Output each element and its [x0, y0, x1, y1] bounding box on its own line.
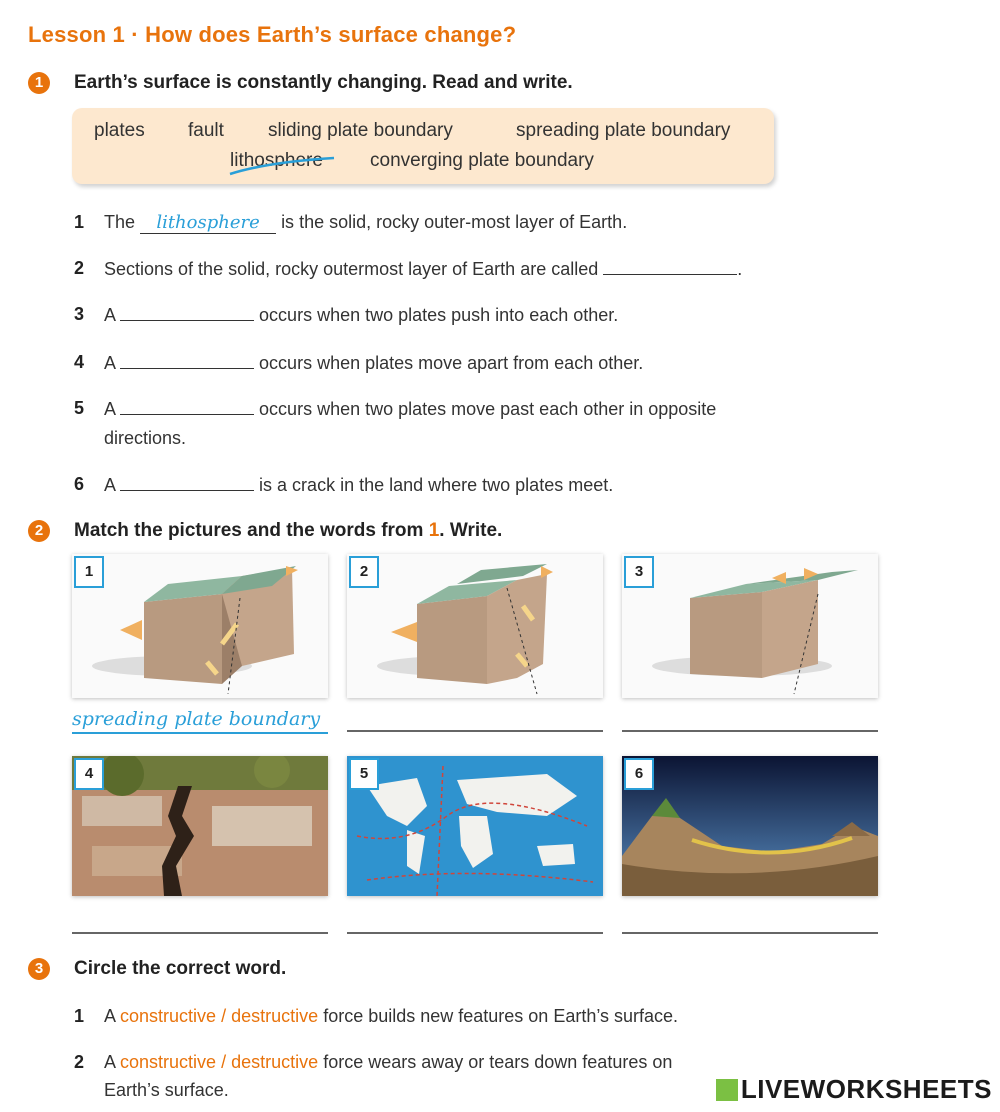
section-1-number: 1: [28, 72, 50, 94]
instruction-ref: 1: [428, 520, 440, 541]
section-2-instruction: [74, 520, 502, 542]
question-text: A: [104, 399, 116, 419]
question-6: [104, 474, 613, 496]
picture-1: [72, 554, 328, 698]
word-bank-item: converging plate boundary: [370, 150, 594, 171]
question-text: A: [104, 305, 116, 325]
answer-line: [72, 732, 328, 734]
answer-input[interactable]: [120, 352, 254, 369]
section-3-instruction: Circle the correct word.: [74, 958, 287, 979]
circle-item-1: [104, 1006, 678, 1027]
picture-3-answer-line[interactable]: [622, 730, 878, 732]
question-5: [104, 398, 716, 420]
liveworksheets-logo: [716, 1074, 992, 1105]
plate-map: [347, 756, 603, 896]
picture-number: 4: [74, 758, 104, 790]
question-number: 4: [74, 352, 85, 372]
question-number: 6: [74, 474, 85, 494]
word-bank: [72, 108, 774, 184]
question-number: 3: [74, 304, 85, 324]
question-text: occurs when plates move apart from each other.: [259, 353, 644, 373]
option-destructive[interactable]: destructive: [231, 1006, 319, 1026]
question-text: force wears away or tears down features on: [323, 1052, 673, 1072]
sliding-boundary-diagram: [347, 554, 603, 698]
question-number: 1: [74, 1006, 85, 1026]
question-1: [104, 212, 627, 234]
word-bank-item: fault: [188, 120, 224, 141]
picture-number: 5: [349, 758, 379, 790]
option-destructive[interactable]: destructive: [231, 1052, 319, 1072]
question-text: A: [104, 475, 116, 495]
picture-2: [347, 554, 603, 698]
instruction-text: Match the pictures and the words from: [74, 520, 424, 541]
answer-input[interactable]: [120, 398, 254, 415]
picture-5-answer-line[interactable]: [347, 932, 603, 934]
question-text: is the solid, rocky outer-most layer of Earth.: [281, 212, 628, 232]
question-text: force builds new features on Earth’s surface.: [323, 1006, 679, 1026]
question-text: .: [737, 259, 743, 279]
picture-4: [72, 756, 328, 896]
question-text: A: [104, 353, 116, 373]
picture-6: [622, 756, 878, 896]
option-separator: /: [221, 1006, 227, 1026]
picture-4-answer-line[interactable]: [72, 932, 328, 934]
instruction-text: . Write.: [439, 520, 503, 541]
question-text: occurs when two plates move past each other in opposite: [259, 399, 717, 419]
question-text: occurs when two plates push into each other.: [259, 305, 619, 325]
section-3-number: 3: [28, 958, 50, 980]
question-text: Earth’s surface.: [104, 1080, 229, 1100]
spreading-boundary-diagram: [72, 554, 328, 698]
volcano-cross-section: [622, 756, 878, 896]
question-text: A: [104, 1052, 116, 1072]
question-3: [104, 304, 618, 326]
question-text: directions.: [104, 428, 187, 448]
word-bank-item: plates: [94, 120, 145, 141]
option-constructive[interactable]: constructive: [120, 1052, 217, 1072]
option-separator: /: [221, 1052, 227, 1072]
answer-input[interactable]: lithosphere: [140, 212, 276, 234]
picture-number: 6: [624, 758, 654, 790]
picture-number: 2: [349, 556, 379, 588]
question-text: is a crack in the land where two plates meet.: [259, 475, 614, 495]
section-1-instruction: Earth’s surface is constantly changing. Read and write.: [74, 72, 573, 93]
word-bank-item: sliding plate boundary: [268, 120, 453, 141]
strike-through-mark: [228, 154, 338, 178]
page-title: Lesson 1 · How does Earth’s surface change?: [28, 22, 517, 47]
question-text: The: [104, 212, 136, 232]
picture-number: 1: [74, 556, 104, 588]
option-constructive[interactable]: constructive: [120, 1006, 217, 1026]
question-text: Sections of the solid, rocky outermost layer of Earth are called: [104, 259, 599, 279]
picture-1-answer[interactable]: spreading plate boundary: [72, 708, 321, 730]
picture-2-answer-line[interactable]: [347, 730, 603, 732]
logo-text: LIVEWORKSHEETS: [740, 1074, 992, 1104]
word-bank-item-used: lithosphere: [230, 150, 323, 171]
answer-input[interactable]: [120, 304, 254, 321]
answer-input[interactable]: [603, 258, 737, 275]
question-number: 2: [74, 1052, 85, 1072]
circle-item-2: [104, 1052, 672, 1073]
logo-mark-icon: [716, 1079, 738, 1101]
fault-crack-photo: [72, 756, 328, 896]
question-number: 1: [74, 212, 85, 232]
answer-input[interactable]: [120, 474, 254, 491]
picture-3: [622, 554, 878, 698]
word-bank-item: spreading plate boundary: [516, 120, 731, 141]
picture-5: [347, 756, 603, 896]
picture-number: 3: [624, 556, 654, 588]
converging-boundary-diagram: [622, 554, 878, 698]
question-number: 2: [74, 258, 85, 278]
question-text: A: [104, 1006, 116, 1026]
picture-6-answer-line[interactable]: [622, 932, 878, 934]
section-2-number: 2: [28, 520, 50, 542]
question-2: [104, 258, 742, 280]
question-number: 5: [74, 398, 85, 418]
question-4: [104, 352, 643, 374]
